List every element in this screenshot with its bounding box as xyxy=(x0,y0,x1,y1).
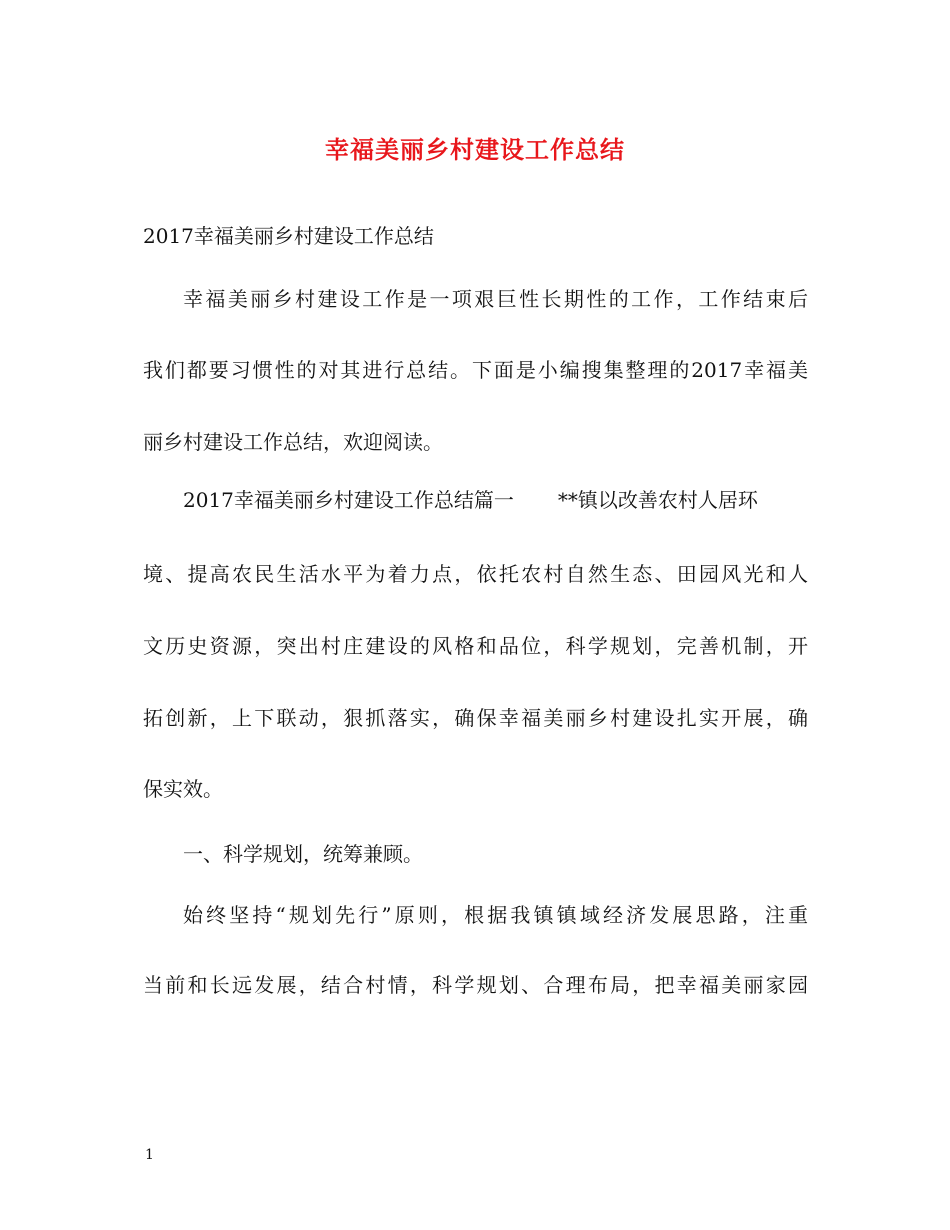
intro-line-3: 丽乡村建设工作总结，欢迎阅读。 xyxy=(143,430,443,454)
intro-line-2: 我们都要习惯性的对其进行总结。下面是小编搜集整理的2017幸福美 xyxy=(143,358,808,382)
section-one-line-4: 保实效。 xyxy=(143,777,223,801)
section-one-line-2: 文历史资源，突出村庄建设的风格和品位，科学规划，完善机制，开 xyxy=(143,634,808,658)
section-one-heading: 2017幸福美丽乡村建设工作总结篇一 xyxy=(183,488,514,512)
section-one-line-1: 境、提高农民生活水平为着力点，依托农村自然生态、田园风光和人 xyxy=(143,562,808,586)
section-one-first-line xyxy=(183,485,808,515)
point-one-line-1: 始终坚持“规划先行”原则，根据我镇镇域经济发展思路，注重 xyxy=(183,903,808,927)
point-one-heading: 一、科学规划，统筹兼顾。 xyxy=(183,842,423,866)
document-subtitle: 2017幸福美丽乡村建设工作总结 xyxy=(143,224,434,248)
section-one-lead: **镇以改善农村人居环 xyxy=(557,488,758,512)
section-one-line-3: 拓创新，上下联动，狠抓落实，确保幸福美丽乡村建设扎实开展，确 xyxy=(143,706,808,730)
intro-line-1: 幸福美丽乡村建设工作是一项艰巨性长期性的工作，工作结束后 xyxy=(183,287,808,311)
page-number: 1 xyxy=(145,1147,154,1163)
document-title: 幸福美丽乡村建设工作总结 xyxy=(325,135,625,164)
point-one-line-2: 当前和长远发展，结合村情，科学规划、合理布局，把幸福美丽家园 xyxy=(143,973,808,997)
